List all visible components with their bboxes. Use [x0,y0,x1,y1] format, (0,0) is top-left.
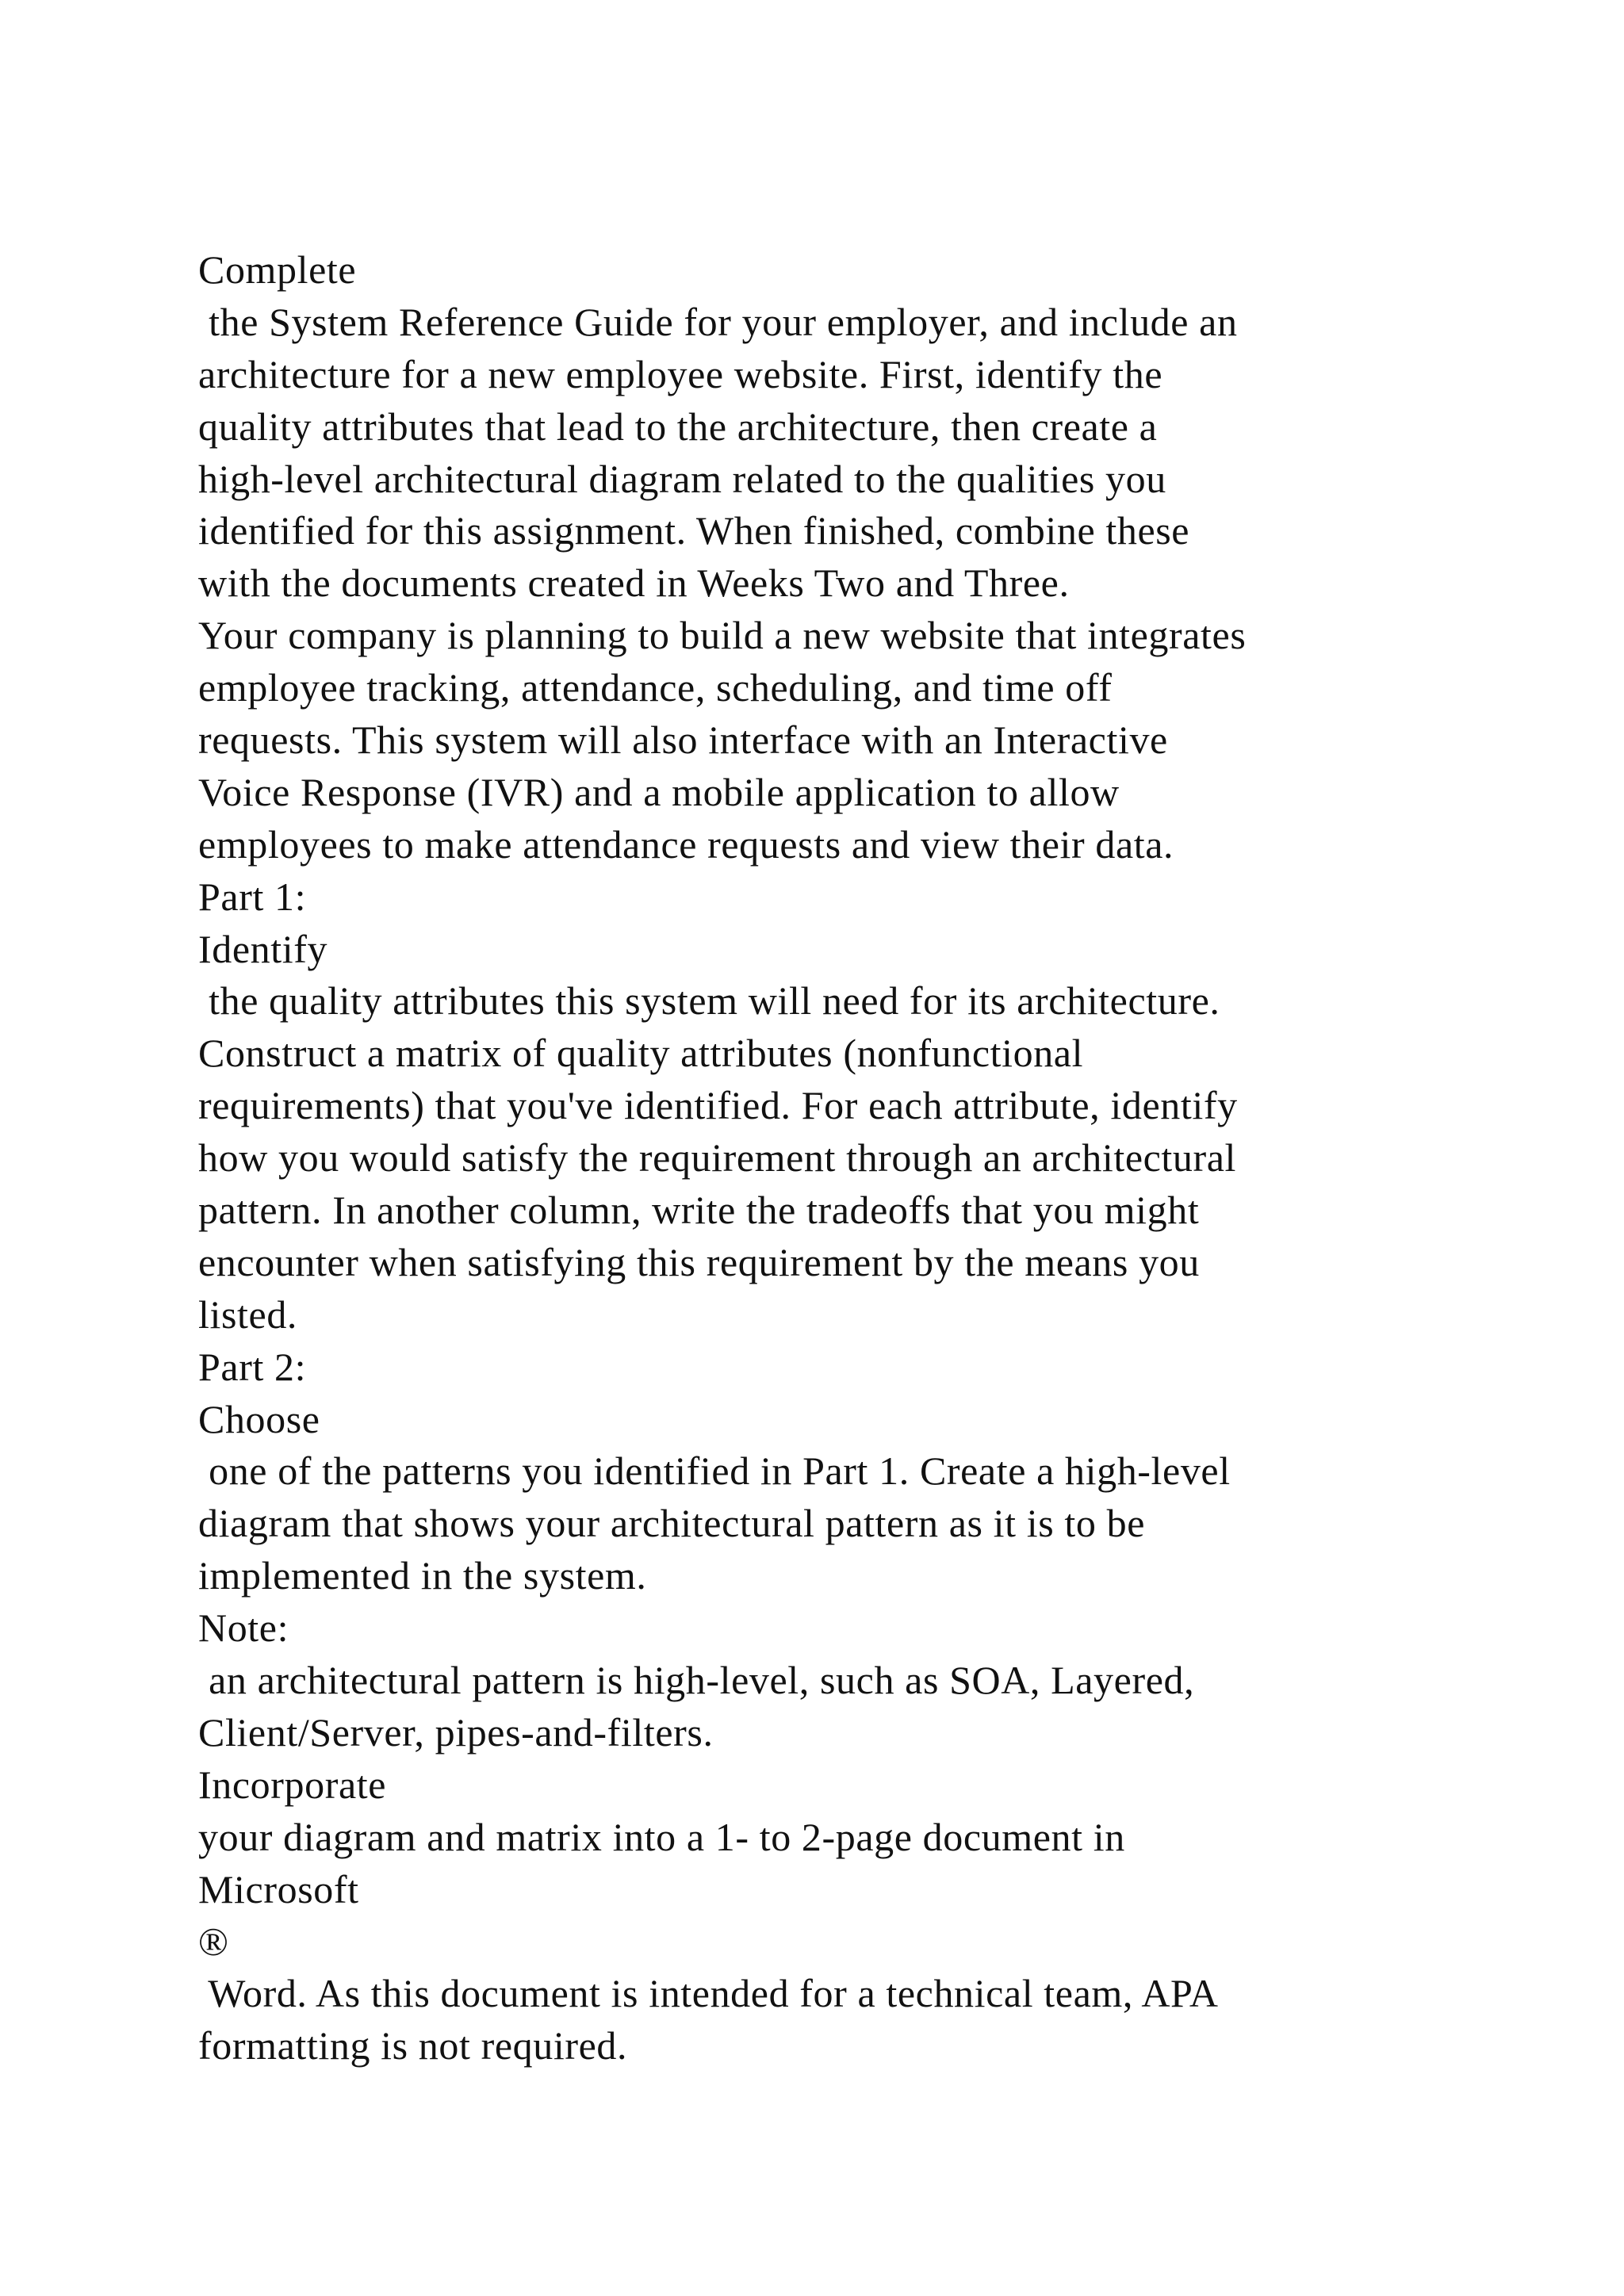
text-line: Choose [198,1396,320,1441]
text-line: pattern. In another column, write the tradeoffs that you might [198,1188,1200,1233]
text-line: formatting is not required. [198,2023,628,2068]
part-2-heading: Part 2: [198,1344,307,1389]
text-line: one of the patterns you identified in Part 1. Create a high-level [198,1448,1231,1494]
text-line: employee tracking, attendance, scheduling, and time off [198,665,1113,710]
text-line: Word. As this document is intended for a technical team, APA [198,1971,1219,2016]
document-body [198,244,1507,2072]
text-line: the System Reference Guide for your employer, and include an [198,299,1238,344]
text-line: Your company is planning to build a new website that integrates [198,613,1247,658]
registered-symbol: ® [198,1919,229,1964]
text-line: implemented in the system. [198,1553,647,1598]
text-line: how you would satisfy the requirement through an architectural [198,1135,1237,1181]
note-label: Note: [198,1605,289,1651]
text-line: Microsoft [198,1866,359,1911]
text-line: requests. This system will also interface with an Interactive [198,718,1168,763]
text-line: high-level architectural diagram related to the qualities you [198,456,1166,501]
text-line: encounter when satisfying this requirement by the means you [198,1239,1200,1284]
text-line: with the documents created in Weeks Two and Three. [198,561,1070,606]
text-line: Identify [198,926,328,971]
text-line: the quality attributes this system will need for its architecture. [198,978,1220,1024]
text-line: Incorporate [198,1762,387,1807]
text-line: identified for this assignment. When finished, combine these [198,508,1190,553]
text-line: your diagram and matrix into a 1- to 2-page document in [198,1814,1125,1859]
text-line: requirements) that you've identified. For each attribute, identify [198,1083,1238,1128]
text-line: employees to make attendance requests and view their data. [198,821,1174,867]
part-1-heading: Part 1: [198,874,307,919]
text-line: Client/Server, pipes-and-filters. [198,1709,714,1755]
text-line: listed. [198,1292,298,1337]
text-line: Voice Response (IVR) and a mobile application to allow [198,769,1120,814]
text-line: architecture for a new employee website. First, identify the [198,351,1163,396]
text-line: an architectural pattern is high-level, such as SOA, Layered, [198,1658,1195,1703]
text-line: diagram that shows your architectural pattern as it is to be [198,1501,1145,1546]
text-line: Construct a matrix of quality attributes (nonfunctional [198,1031,1084,1076]
text-line: Complete [198,247,357,292]
text-line: quality attributes that lead to the architecture, then create a [198,404,1158,449]
